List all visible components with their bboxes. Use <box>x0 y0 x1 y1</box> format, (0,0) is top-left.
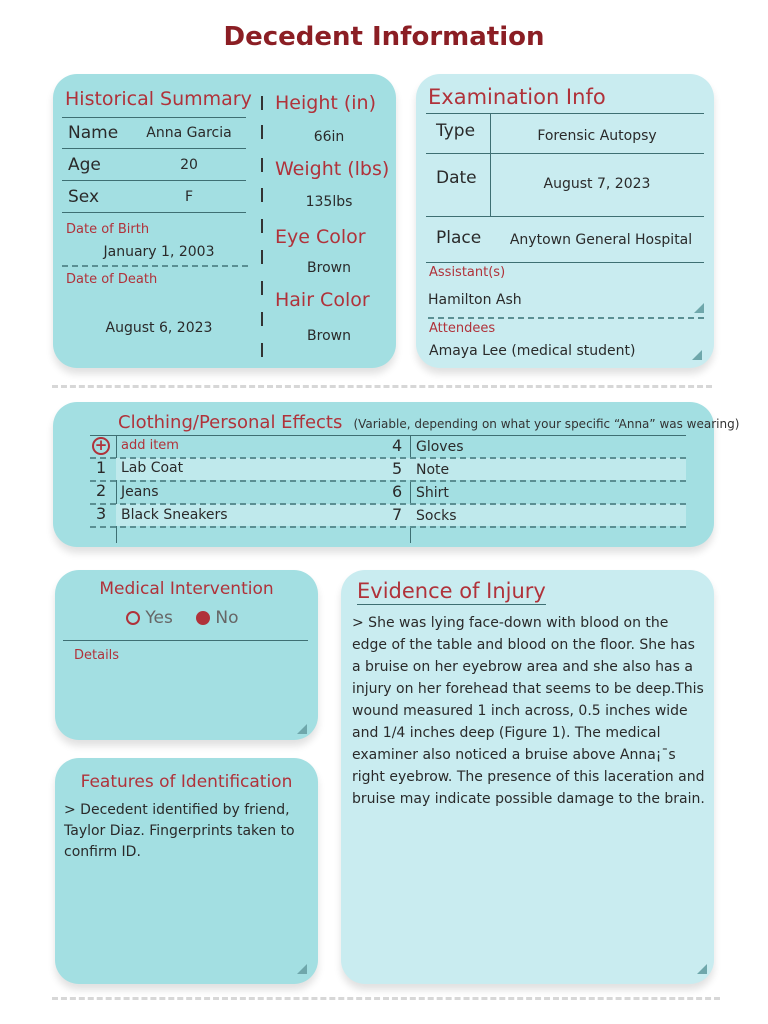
item-number: 2 <box>96 481 107 500</box>
page-title: Decedent Information <box>223 22 545 52</box>
clothing-heading-row <box>118 412 739 433</box>
clothing-note: (Variable, depending on what your specific “Anna” was wearing) <box>353 417 740 431</box>
resize-handle-icon[interactable] <box>697 964 707 974</box>
item-number: 7 <box>392 505 403 524</box>
height-value[interactable]: 66in <box>313 129 345 145</box>
table-row <box>62 149 246 181</box>
resize-handle-icon[interactable] <box>692 350 702 360</box>
column-divider <box>261 343 263 357</box>
hair-color-value[interactable]: Brown <box>307 328 351 344</box>
medical-divider <box>63 640 308 641</box>
resize-handle-icon[interactable] <box>297 724 307 734</box>
dob-label: Date of Birth <box>66 222 150 237</box>
resize-handle-icon[interactable] <box>694 303 704 313</box>
medical-intervention-heading: Medical Intervention <box>99 579 274 599</box>
weight-value[interactable]: 135lbs <box>305 194 353 210</box>
hair-color-label: Hair Color <box>275 289 370 311</box>
item-label[interactable]: Black Sneakers <box>121 507 228 523</box>
list-item <box>410 458 686 480</box>
item-label[interactable]: Lab Coat <box>121 460 184 476</box>
assistant-label: Assistant(s) <box>429 265 506 280</box>
item-number: 4 <box>392 436 403 455</box>
column-divider <box>261 219 263 233</box>
item-label[interactable]: Gloves <box>416 439 464 455</box>
column-divider <box>261 125 263 139</box>
historical-table <box>62 117 246 213</box>
attendees-label: Attendees <box>429 321 496 336</box>
clothing-heading: Clothing/Personal Effects <box>118 412 343 433</box>
add-item-row[interactable] <box>90 435 686 457</box>
item-number: 5 <box>392 459 403 478</box>
weight-label: Weight (lbs) <box>275 158 390 180</box>
eye-color-label: Eye Color <box>275 226 366 248</box>
evidence-heading: Evidence of Injury <box>357 579 546 603</box>
date-value[interactable]: August 7, 2023 <box>543 176 651 192</box>
features-heading: Features of Identification <box>80 772 293 792</box>
section-divider <box>52 385 712 388</box>
section-divider <box>52 997 720 1000</box>
attendees-field[interactable]: Amaya Lee (medical student) <box>429 343 636 359</box>
radio-yes[interactable] <box>126 608 173 628</box>
dod-value[interactable]: August 6, 2023 <box>105 320 213 336</box>
age-value[interactable]: 20 <box>180 156 198 173</box>
table-row <box>62 117 246 149</box>
place-key: Place <box>436 228 482 248</box>
radio-yes-label[interactable]: Yes <box>145 608 173 628</box>
evidence-text[interactable]: > She was lying face-down with blood on the edge of the table and blood on the floor. She has a bruise on her eyebrow area and she also has a injury on her forehead that seems to be deep.This wound measured 1 inch across, 0.5 inches wide and 1/4 inches deep (Figure 1). The medical examiner also noticed a bruise above Anna¡¯s right eyebrow. The presence of this laceration and bruise may indicate possible damage to the brain. <box>352 615 705 807</box>
row-divider <box>90 526 686 528</box>
radio-yes-icon[interactable] <box>126 611 140 625</box>
item-number: 1 <box>96 458 107 477</box>
exam-table <box>426 113 704 263</box>
radio-no[interactable] <box>196 608 239 628</box>
place-value[interactable]: Anytown General Hospital <box>509 232 693 248</box>
row-divider <box>90 457 686 459</box>
assistant-divider <box>428 317 704 319</box>
item-label[interactable]: Shirt <box>416 485 449 501</box>
name-key: Name <box>68 123 119 143</box>
table-row <box>62 181 246 213</box>
column-divider <box>261 96 263 110</box>
radio-no-label[interactable]: No <box>215 608 239 628</box>
item-label[interactable]: Jeans <box>121 484 159 500</box>
sex-value[interactable]: F <box>184 188 194 205</box>
column-divider <box>261 250 263 264</box>
details-label: Details <box>74 648 120 663</box>
height-label: Height (in) <box>275 92 376 114</box>
item-label[interactable]: Note <box>416 462 450 478</box>
resize-handle-icon[interactable] <box>297 964 307 974</box>
row-divider <box>90 503 686 505</box>
column-divider <box>261 188 263 202</box>
examination-info-heading: Examination Info <box>428 85 606 109</box>
type-key: Type <box>436 121 476 141</box>
add-icon[interactable]: + <box>92 437 110 455</box>
dod-label: Date of Death <box>66 272 158 287</box>
item-number: 6 <box>392 482 403 501</box>
column-divider <box>261 312 263 326</box>
column-divider <box>261 281 263 295</box>
sex-key: Sex <box>68 186 100 207</box>
features-text[interactable]: > Decedent identified by friend, Taylor Diaz. Fingerprints taken to confirm ID. <box>64 802 295 860</box>
type-value[interactable]: Forensic Autopsy <box>537 128 657 144</box>
row-divider <box>90 480 686 482</box>
dob-value[interactable]: January 1, 2003 <box>103 244 215 260</box>
column-divider <box>261 158 263 172</box>
radio-no-icon[interactable] <box>196 611 210 625</box>
dob-divider <box>62 265 248 267</box>
item-label[interactable]: Socks <box>416 508 457 524</box>
age-key: Age <box>68 154 101 175</box>
date-key: Date <box>436 168 477 188</box>
item-number: 3 <box>96 504 107 523</box>
name-value[interactable]: Anna Garcia <box>146 125 232 141</box>
assistant-field[interactable]: Hamilton Ash <box>428 292 522 308</box>
historical-summary-heading: Historical Summary <box>65 88 252 110</box>
add-item-label[interactable]: add item <box>121 438 179 453</box>
eye-color-value[interactable]: Brown <box>307 260 351 276</box>
